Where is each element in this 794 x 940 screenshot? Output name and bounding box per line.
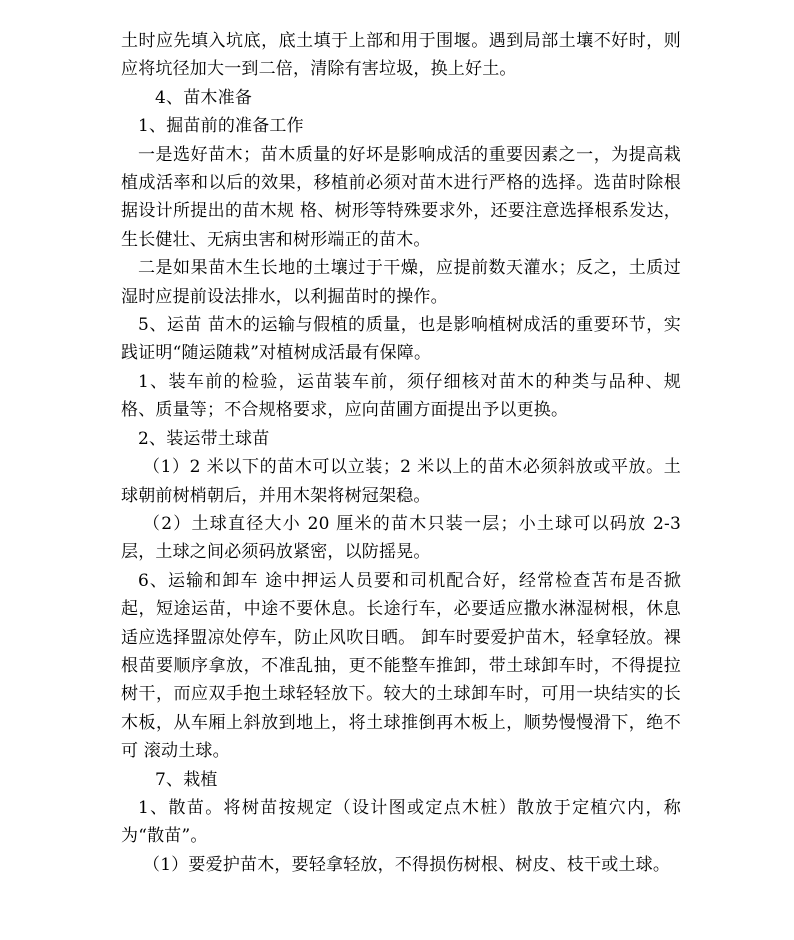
- document-body: [121, 27, 681, 879]
- paragraph-soil-backfill: 土时应先填入坑底，底土填于上部和用于围堰。遇到局部土壤不好时，则应将坑径加大一到二倍，清除有害垃圾，换上好土。: [121, 31, 681, 80]
- paragraph-handling-rule-1: （1）要爱护苗木，要轻拿轻放，不得损伤树根、树皮、枝干或土球。: [143, 854, 671, 875]
- heading-planting: 7、栽植: [155, 769, 218, 790]
- paragraph-loading-rule-2: （2）土球直径大小 20 厘米的苗木只装一层；小土球可以码放 2-3 层，土球之间必须码放紧密，以防摇晃。: [121, 513, 681, 563]
- paragraph-select-seedlings: 一是选好苗木；苗木质量的好坏是影响成活的重要因素之一，为提高栽植成活率和以后的效果，移植前必须对苗木进行严格的选择。选苗时除根据设计所提出的苗木规 格、树形等特殊要求外，还要注意选择根系发达，生长健壮、无病虫害和树形端正的苗木。: [121, 144, 681, 250]
- paragraph-soil-moisture: 二是如果苗木生长地的土壤过于干燥，应提前数天灌水；反之，土质过湿时应提前设法排水，以利掘苗时的操作。: [121, 258, 681, 307]
- paragraph-transport-seedlings: 5、运苗 苗木的运输与假植的质量，也是影响植树成活的重要环节，实践证明“随运随栽”对植树成活最有保障。: [121, 315, 681, 364]
- paragraph-loading-rule-1: （1）2 米以下的苗木可以立装；2 米以上的苗木必须斜放或平放。土球朝前树梢朝后，并用木架将树冠架稳。: [121, 457, 681, 506]
- paragraph-scattering-seedlings: 1、散苗。将树苗按规定（设计图或定点木桩）散放于定植穴内，称为“散苗”。: [121, 797, 681, 847]
- heading-soil-ball-loading: 2、装运带土球苗: [138, 428, 270, 449]
- paragraph-pre-loading-inspection: 1、装车前的检验，运苗装车前，须仔细核对苗木的种类与品种、规格、质量等；不合规格要求，应向苗圃方面提出予以更换。: [121, 371, 681, 421]
- paragraph-transport-unloading: 6、运输和卸车 途中押运人员要和司机配合好，经常检查苫布是否掀起，短途运苗，中途不要休息。长途行车，必要适应撒水淋湿树根，休息适应选择盟凉处停车，防止风吹日晒。 卸车时要爱护苗木，轻拿轻放。裸根苗要顺序拿放，不准乱抽，更不能整车推卸，带土球卸车时，不得提拉树干，而应双手抱土球轻轻放下。较大的土球卸车时，可用一块结实的长木板，从车厢上斜放到地上，将土球推倒再木板上，顺势慢慢滑下，绝不可 滚动土球。: [121, 570, 681, 762]
- heading-seedling-preparation: 4、苗木准备: [155, 87, 253, 108]
- heading-pre-digging-preparation: 1、掘苗前的准备工作: [138, 116, 304, 137]
